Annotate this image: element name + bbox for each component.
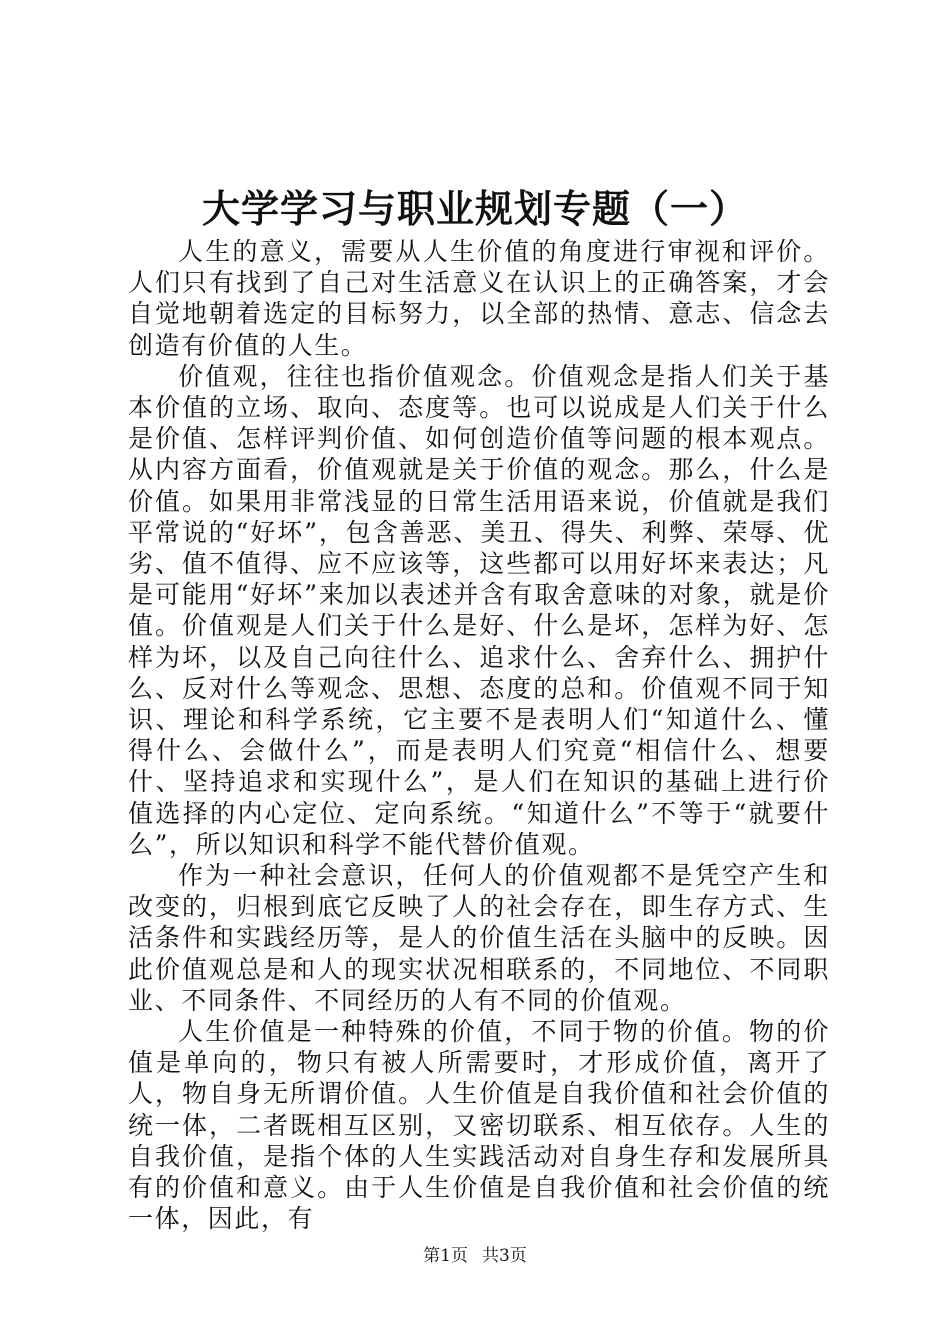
- paragraph-3: 作为一种社会意识，任何人的价值观都不是凭空产生和改变的，归根到底它反映了人的社会存在，即生存方式、生活条件和实践经历等，是人的价值生活在头脑中的反映。因此价值观总是和人的现实状况相联系的，不同地位、不同职业、不同条件、不同经历的人有不同的价值观。: [128, 861, 830, 1015]
- paragraph-1: 人生的意义，需要从人生价值的角度进行审视和评价。人们只有找到了自己对生活意义在认识上的正确答案，才会自觉地朝着选定的目标努力，以全部的热情、意志、信念去创造有价值的人生。: [128, 237, 830, 360]
- document-title: 大学学习与职业规划专题（一）: [201, 186, 748, 231]
- page-footer: [0, 1245, 950, 1267]
- page-total: 共3页: [482, 1246, 527, 1266]
- paragraph-4: 人生价值是一种特殊的价值，不同于物的价值。物的价值是单向的，物只有被人所需要时，才形成价值，离开了人，物自身无所谓价值。人生价值是自我价值和社会价值的统一体，二者既相互区别，又密切联系、相互依存。人生的自我价值，是指个体的人生实践活动对自身生存和发展所具有的价值和意义。由于人生价值是自我价值和社会价值的统一体，因此，有: [128, 1017, 830, 1234]
- paragraph-2: 价值观，往往也指价值观念。价值观念是指人们关于基本价值的立场、取向、态度等。也可以说成是人们关于什么是价值、怎样评判价值、如何创造价值等问题的根本观点。从内容方面看，价值观就是关于价值的观念。那么，什么是价值。如果用非常浅显的日常生活用语来说，价值就是我们平常说的“好坏”，包含善恶、美丑、得失、利弊、荣辱、优劣、值不值得、应不应该等，这些都可以用好坏来表达；凡是可能用“好坏”来加以表述并含有取舍意味的对象，就是价值。价值观是人们关于什么是好、什么是坏，怎样为好、怎样为坏，以及自己向往什么、追求什么、舍弃什么、拥护什么、反对什么等观念、思想、态度的总和。价值观不同于知识、理论和科学系统，它主要不是表明人们“知道什么、懂得什么、会做什么”，而是表明人们究竟“相信什么、想要什、坚持追求和实现什么”，是人们在知识的基础上进行价值选择的内心定位、定向系统。“知道什么”不等于“就要什么”，所以知识和科学不能代替价值观。: [128, 361, 830, 859]
- document-body: [128, 236, 830, 1235]
- page-number: 第1页: [423, 1246, 468, 1266]
